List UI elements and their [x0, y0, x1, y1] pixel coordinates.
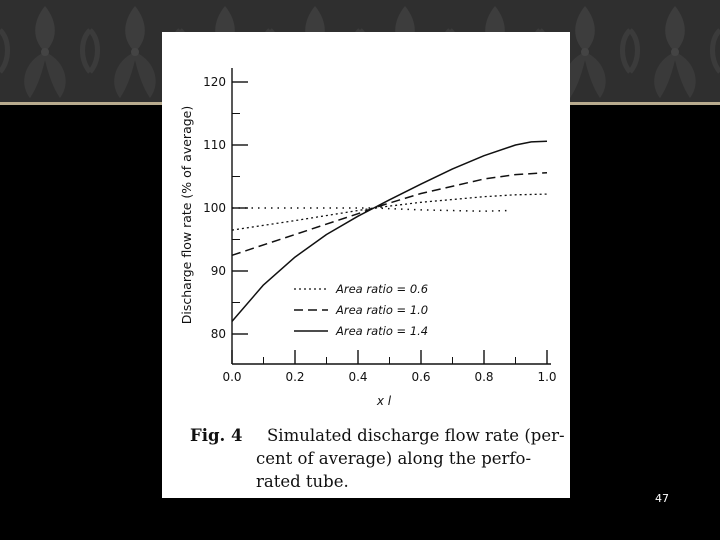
- legend-label: Area ratio = 0.6: [336, 282, 429, 296]
- x-tick-label: 0.0: [222, 370, 242, 384]
- caption-line-3: rated tube.: [256, 472, 349, 491]
- x-tick-label: 0.2: [285, 370, 305, 384]
- caption-line-2: cent of average) along the perfo-: [256, 449, 532, 468]
- legend-label: Area ratio = 1.4: [336, 324, 429, 338]
- x-tick-label: 0.4: [348, 370, 368, 384]
- discharge-flow-chart: [162, 32, 570, 422]
- y-tick-label: 100: [203, 201, 226, 215]
- y-tick-label: 120: [203, 75, 226, 89]
- x-axis-label: x l: [376, 394, 392, 408]
- slide-page-number: 47: [655, 492, 669, 505]
- figure-label: Fig. 4: [190, 426, 243, 445]
- figure-caption: [190, 424, 565, 493]
- figure-panel: [162, 32, 570, 498]
- y-axis-label: Discharge flow rate (% of average): [179, 105, 194, 325]
- series-line-area-ratio-1-0: [232, 173, 547, 256]
- x-tick-label: 1.0: [537, 370, 557, 384]
- y-tick-label: 90: [210, 264, 226, 278]
- x-tick-label: 0.8: [474, 370, 494, 384]
- x-tick-label: 0.6: [411, 370, 431, 384]
- caption-line-1: Simulated discharge flow rate (per-: [267, 426, 565, 445]
- y-tick-label: 110: [203, 138, 226, 152]
- chart-legend: [294, 282, 428, 338]
- y-tick-label: 80: [210, 327, 226, 341]
- legend-label: Area ratio = 1.0: [336, 303, 429, 317]
